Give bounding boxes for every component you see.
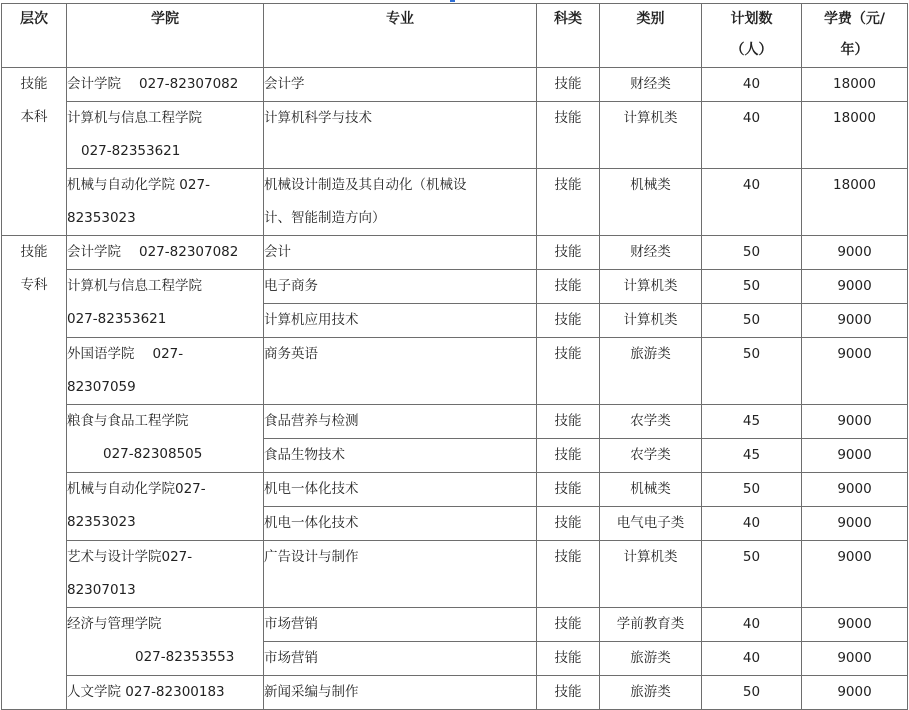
fee-cell: 18000 [802, 169, 908, 236]
fee-cell: 9000 [802, 507, 908, 541]
plan-cell: 50 [702, 304, 802, 338]
plan-cell: 50 [702, 338, 802, 405]
major-cell: 机电一体化技术 [264, 473, 537, 507]
subject-cell: 技能 [537, 236, 600, 270]
table-row [2, 338, 908, 405]
plan-cell: 40 [702, 642, 802, 676]
major-cell: 会计学 [264, 68, 537, 102]
subject-cell: 技能 [537, 270, 600, 304]
major-cell: 新闻采编与制作 [264, 676, 537, 710]
subject-cell: 技能 [537, 507, 600, 541]
major-cell: 市场营销 [264, 642, 537, 676]
plan-cell: 50 [702, 473, 802, 507]
header-plan: 计划数 （人） [702, 4, 802, 68]
subject-cell: 技能 [537, 102, 600, 169]
category-cell: 财经类 [600, 68, 702, 102]
category-cell: 农学类 [600, 405, 702, 439]
category-cell: 计算机类 [600, 102, 702, 169]
college-cell: 经济与管理学院 027-82353553 [67, 608, 264, 676]
fee-cell: 9000 [802, 608, 908, 642]
category-cell: 旅游类 [600, 338, 702, 405]
major-cell: 市场营销 [264, 608, 537, 642]
subject-cell: 技能 [537, 676, 600, 710]
plan-cell: 50 [702, 236, 802, 270]
plan-cell: 40 [702, 507, 802, 541]
plan-cell: 45 [702, 405, 802, 439]
fee-cell: 9000 [802, 304, 908, 338]
college-cell: 艺术与设计学院027- 82307013 [67, 541, 264, 608]
fee-cell: 9000 [802, 541, 908, 608]
college-cell: 粮食与食品工程学院 027-82308505 [67, 405, 264, 473]
subject-cell: 技能 [537, 169, 600, 236]
table-row [2, 676, 908, 710]
level-associate: 技能 专科 [2, 236, 67, 710]
category-cell: 学前教育类 [600, 608, 702, 642]
subject-cell: 技能 [537, 439, 600, 473]
category-cell: 农学类 [600, 439, 702, 473]
college-cell: 会计学院 027-82307082 [67, 68, 264, 102]
plan-cell: 50 [702, 270, 802, 304]
college-cell: 人文学院 027-82300183 [67, 676, 264, 710]
table-row [2, 405, 908, 439]
fee-cell: 9000 [802, 642, 908, 676]
category-cell: 机械类 [600, 473, 702, 507]
subject-cell: 技能 [537, 68, 600, 102]
category-cell: 计算机类 [600, 304, 702, 338]
college-cell: 计算机与信息工程学院 027-82353621 [67, 270, 264, 338]
level-bachelor: 技能 本科 [2, 68, 67, 236]
subject-cell: 技能 [537, 642, 600, 676]
header-fee: 学费（元/ 年） [802, 4, 908, 68]
table-row [2, 270, 908, 304]
header-subject: 科类 [537, 4, 600, 68]
major-cell: 电子商务 [264, 270, 537, 304]
plan-cell: 40 [702, 102, 802, 169]
major-cell: 食品营养与检测 [264, 405, 537, 439]
subject-cell: 技能 [537, 405, 600, 439]
table-row [2, 473, 908, 507]
category-cell: 电气电子类 [600, 507, 702, 541]
table-row [2, 608, 908, 642]
table-row [2, 68, 908, 102]
subject-cell: 技能 [537, 304, 600, 338]
category-cell: 计算机类 [600, 541, 702, 608]
fee-cell: 9000 [802, 405, 908, 439]
header-college: 学院 [67, 4, 264, 68]
major-cell: 机电一体化技术 [264, 507, 537, 541]
header-major: 专业 [264, 4, 537, 68]
fee-cell: 9000 [802, 338, 908, 405]
subject-cell: 技能 [537, 338, 600, 405]
category-cell: 旅游类 [600, 642, 702, 676]
major-cell: 会计 [264, 236, 537, 270]
major-cell: 计算机应用技术 [264, 304, 537, 338]
table-row [2, 236, 908, 270]
category-cell: 旅游类 [600, 676, 702, 710]
plan-cell: 40 [702, 169, 802, 236]
fee-cell: 18000 [802, 102, 908, 169]
major-cell: 计算机科学与技术 [264, 102, 537, 169]
fee-cell: 9000 [802, 270, 908, 304]
major-cell: 机械设计制造及其自动化（机械设 计、智能制造方向） [264, 169, 537, 236]
table-row [2, 541, 908, 608]
subject-cell: 技能 [537, 541, 600, 608]
major-cell: 广告设计与制作 [264, 541, 537, 608]
table-row [2, 169, 908, 236]
plan-cell: 40 [702, 608, 802, 642]
fee-cell: 18000 [802, 68, 908, 102]
plan-cell: 50 [702, 541, 802, 608]
fee-cell: 9000 [802, 473, 908, 507]
category-cell: 计算机类 [600, 270, 702, 304]
college-cell: 计算机与信息工程学院 027-82353621 [67, 102, 264, 169]
subject-cell: 技能 [537, 608, 600, 642]
header-level: 层次 [2, 4, 67, 68]
college-cell: 机械与自动化学院 027- 82353023 [67, 169, 264, 236]
enrollment-plan-table [1, 3, 908, 710]
college-cell: 机械与自动化学院027- 82353023 [67, 473, 264, 541]
fee-cell: 9000 [802, 676, 908, 710]
college-cell: 外国语学院 027- 82307059 [67, 338, 264, 405]
header-row [2, 4, 908, 68]
fee-cell: 9000 [802, 439, 908, 473]
subject-cell: 技能 [537, 473, 600, 507]
plan-cell: 50 [702, 676, 802, 710]
category-cell: 财经类 [600, 236, 702, 270]
major-cell: 食品生物技术 [264, 439, 537, 473]
top-accent-mark [450, 0, 455, 2]
fee-cell: 9000 [802, 236, 908, 270]
category-cell: 机械类 [600, 169, 702, 236]
college-cell: 会计学院 027-82307082 [67, 236, 264, 270]
header-category: 类别 [600, 4, 702, 68]
plan-cell: 45 [702, 439, 802, 473]
plan-cell: 40 [702, 68, 802, 102]
table-row [2, 102, 908, 169]
major-cell: 商务英语 [264, 338, 537, 405]
